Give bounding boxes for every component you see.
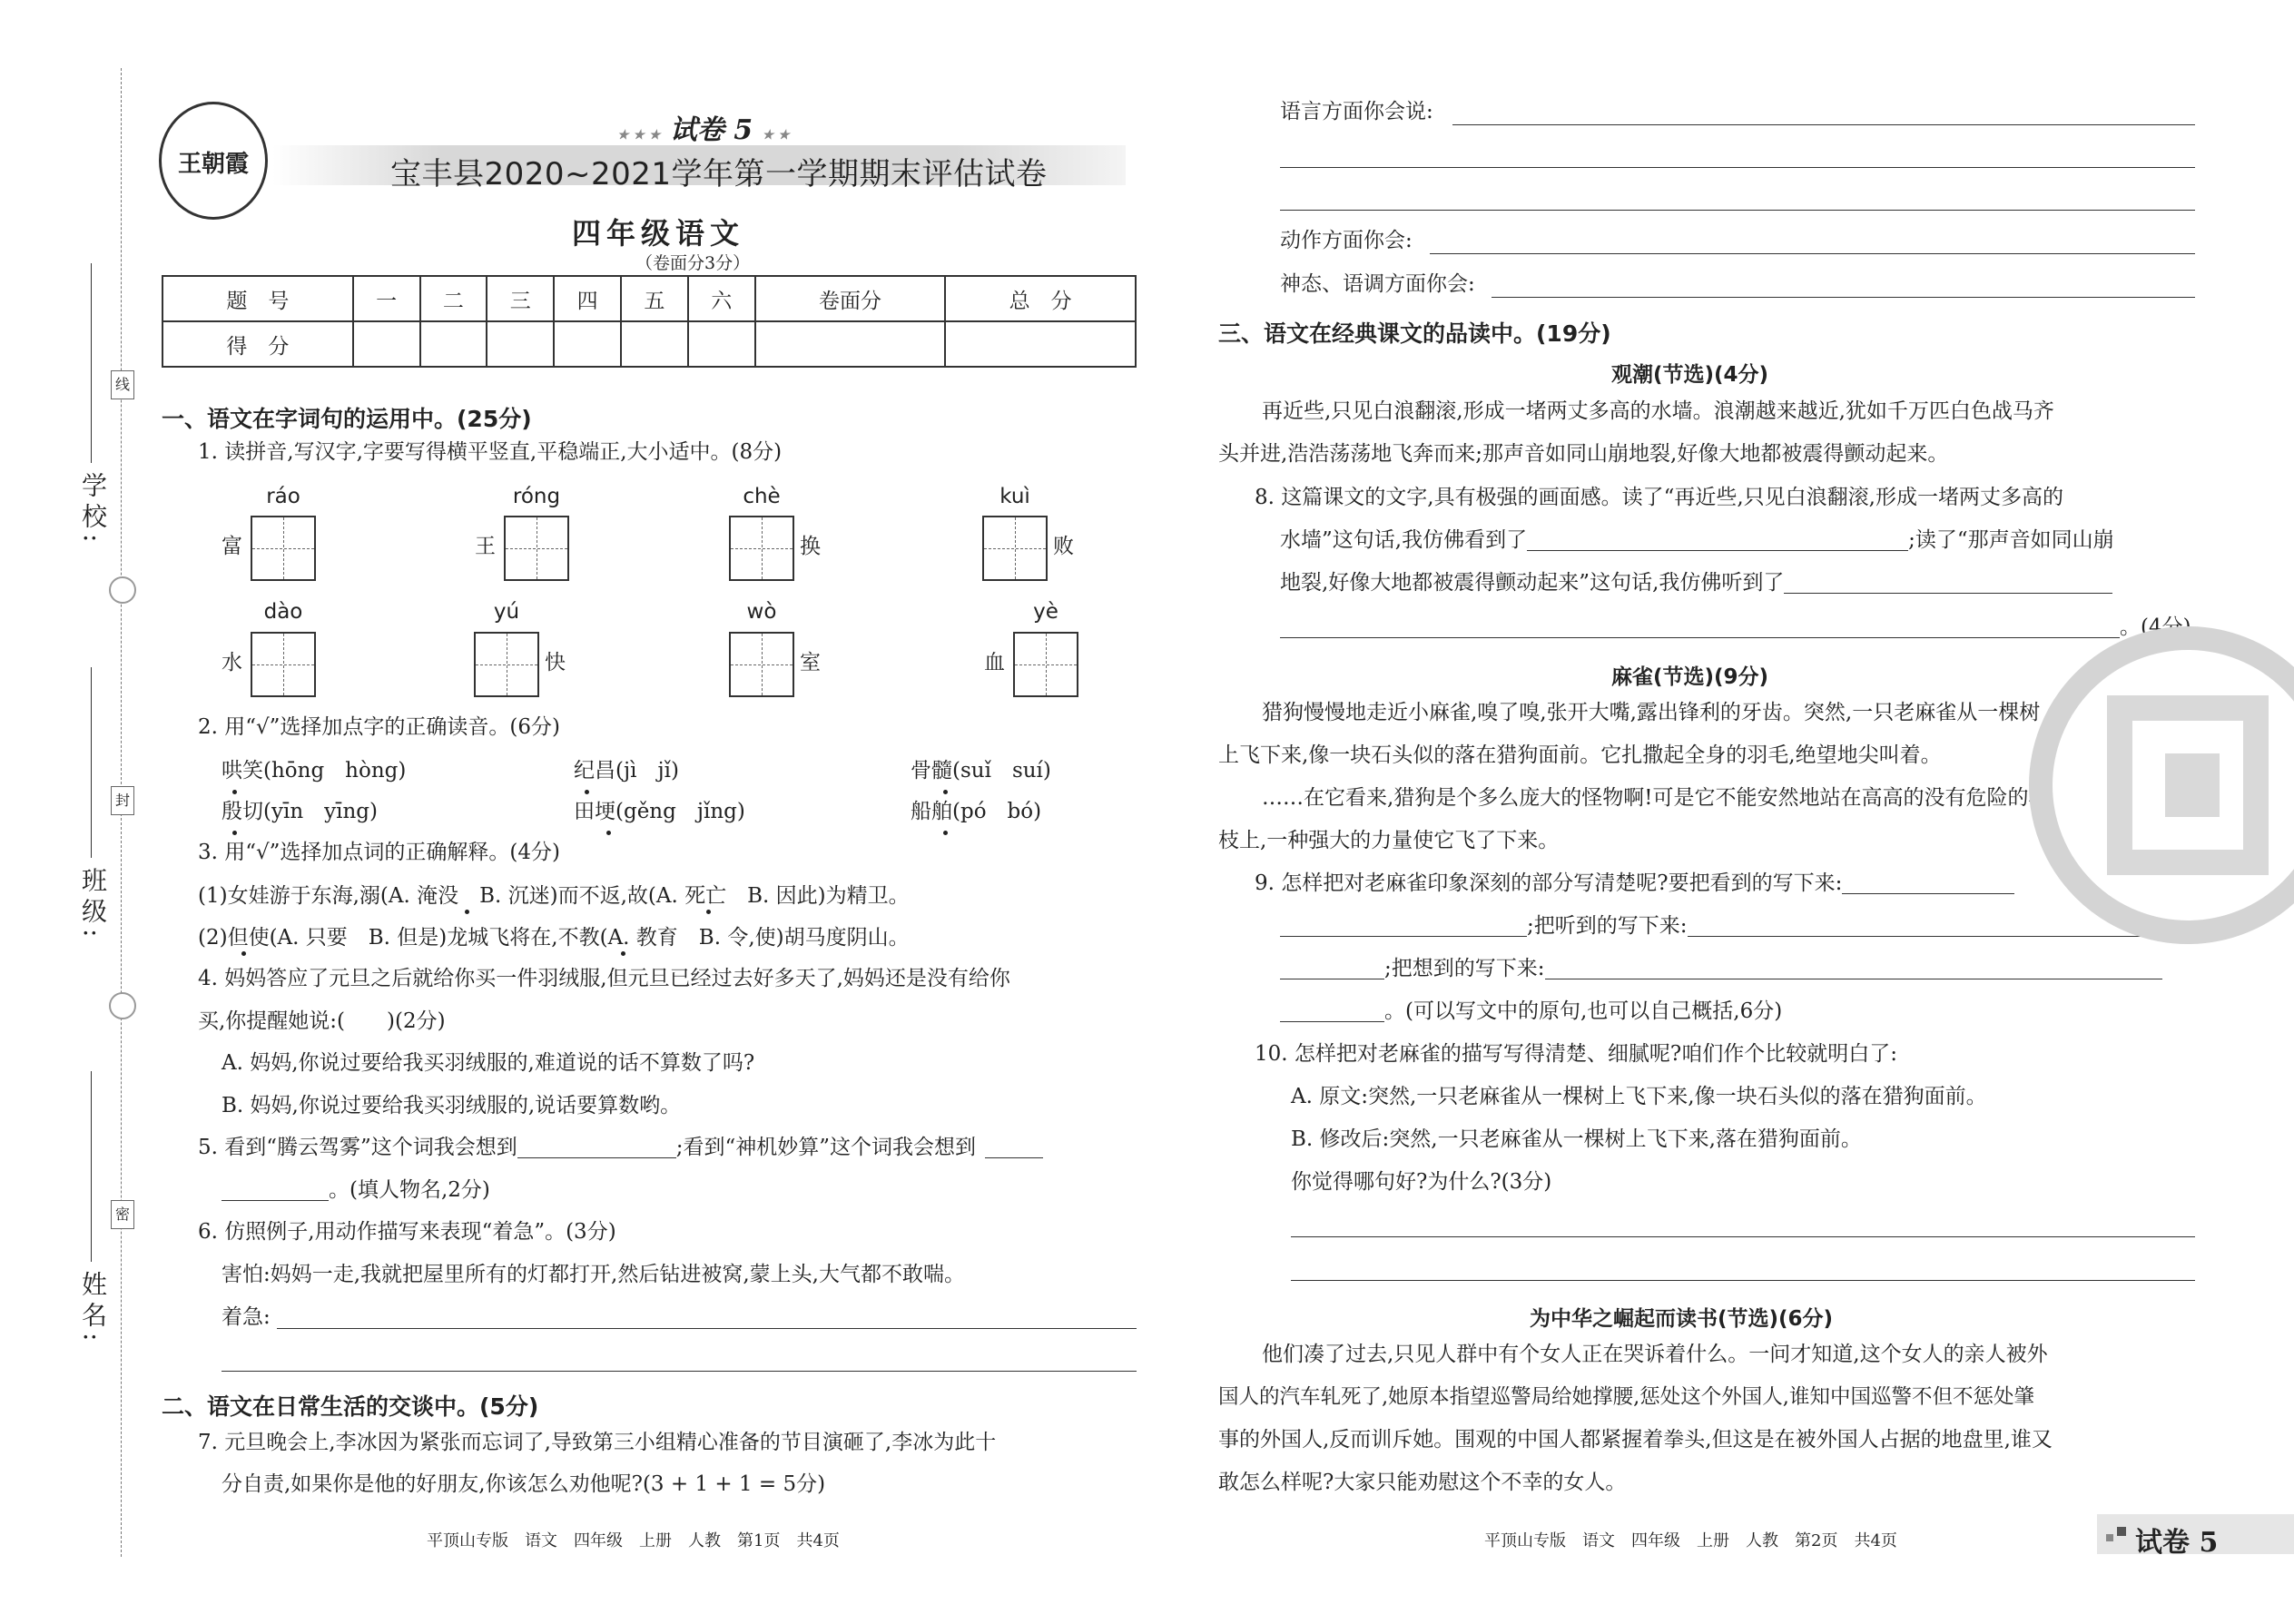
q9-line1 [1255,873,2014,894]
q3-line1: (1)女娃游于东海,溺(A. 淹没 B. 沉迷)而不返,故(A. 死亡 B. 因此)为精卫。 [198,884,910,908]
passage3-line: 敢怎么样呢?大家只能劝慰这个不幸的女人。 [1218,1471,1627,1494]
subject-title: 四年级语文 [572,216,745,251]
score-header-cell: 一 [353,276,420,321]
q9-line3 [1280,959,2162,979]
q10-option-b: B. 修改后:突然,一只老麻雀从一棵树上飞下来,落在猎狗面前。 [1291,1127,1862,1151]
school-label: 学校: [78,472,108,548]
emphasis-dot [585,790,589,794]
emphasis-dot [706,910,711,914]
q1-stem: 1. 读拼音,写汉字,字要写得横平竖直,平稳端正,大小适中。(8分) [198,440,783,464]
square-icon [2106,1534,2113,1541]
answer-blank[interactable] [1280,916,1527,937]
char-before: 水 [222,651,242,674]
answer-blank[interactable] [1545,959,2162,979]
emphasis-dot [232,790,237,794]
emphasis-dot [621,951,625,956]
flower-icon [109,992,136,1019]
q2-option[interactable]: 船舶(pó bó) [911,800,1042,823]
q8-part-b: ;读了“那声音如同山崩 [1908,528,2114,552]
writing-grid[interactable] [982,516,1048,581]
writing-grid[interactable] [474,632,539,697]
score-cell[interactable] [621,321,688,367]
pinyin-label: yè [1033,600,1058,624]
q8-line3 [1280,573,2112,594]
answer-line[interactable] [1291,1280,2195,1281]
char-after: 室 [800,651,821,674]
q10-ask: 你觉得哪句好?为什么?(3分) [1291,1170,1552,1194]
q10-stem: 10. 怎样把对老麻雀的描写写得清楚、细腻呢?咱们作个比较就明白了: [1255,1042,1897,1066]
q8-line1: 8. 这篇课文的文字,具有极强的画面感。读了“再近些,只见白浪翻滚,形成一堵两丈多高的 [1255,486,2063,509]
q9-part4: 。(可以写文中的原句,也可以自己概括,6分) [1384,999,1783,1023]
pinyin-label: dào [263,600,303,624]
q5-part3: 。(填人物名,2分) [329,1178,490,1202]
q4-line1: 4. 妈妈答应了元旦之后就给你买一件羽绒服,但元旦已经过去好多天了,妈妈还是没有给你 [198,967,1010,990]
answer-line[interactable] [1280,210,2195,211]
passage1-title: 观潮(节选)(4分) [1611,363,1769,387]
star-icon: ★ ★ ★ [617,128,661,143]
char-before: 血 [984,651,1005,674]
passage1-line: 头并进,浩浩荡荡地飞奔而来;那声音如同山崩地裂,好像大地都被震得颤动起来。 [1218,442,1949,466]
emphasis-dot [606,831,611,835]
writing-grid[interactable] [251,516,316,581]
answer-blank[interactable] [517,1137,676,1158]
name-field[interactable] [91,1071,92,1262]
q3-stem: 3. 用“√”选择加点词的正确解释。(4分) [198,841,561,864]
passage2-title: 麻雀(节选)(9分) [1611,665,1769,689]
class-field[interactable] [91,667,92,858]
q8-part-c: 地裂,好像大地都被震得颤动起来”这句话,我仿佛听到了 [1280,571,1785,595]
q8-end: 。(4分) [2120,615,2191,639]
score-header-cell: 四 [554,276,621,321]
q9-part1: 9. 怎样把对老麻雀印象深刻的部分写清楚呢?要把看到的写下来: [1255,871,1843,895]
answer-blank[interactable] [1280,959,1384,979]
answer-blank[interactable] [1527,530,1908,551]
neatness-note: （卷面分3分） [635,253,751,273]
seal-mark-seal: 封 [111,786,134,815]
answer-line[interactable] [1280,637,2120,638]
passage2-line: 枝上,一种强大的力量使它飞了下来。 [1218,829,1560,852]
q6-label: 着急: [222,1305,271,1329]
char-before: 富 [222,535,242,558]
writing-grid[interactable] [251,632,316,697]
page-footer-right: 平顶山专版 语文 四年级 上册 人教 第2页 共4页 [1484,1531,1897,1550]
score-header-cell: 题 号 [162,276,353,321]
q8-part-a: 水墙”这句话,我仿佛看到了 [1280,528,1528,552]
q4-option-a[interactable]: A. 妈妈,你说过要给我买羽绒服的,难道说的话不算数了吗? [222,1051,755,1075]
passage2-line: 上飞下来,像一块石头似的落在猎狗面前。它扎撒起全身的羽毛,绝望地尖叫着。 [1218,743,1942,767]
score-header-cell: 总 分 [945,276,1136,321]
pinyin-label: kuì [999,485,1030,508]
q5-line2 [222,1180,490,1201]
pinyin-label: ráo [266,485,300,508]
pinyin-label: chè [743,485,781,508]
answer-blank[interactable] [1280,1001,1384,1022]
emphasis-dot [943,831,948,835]
square-icon [2117,1527,2126,1536]
exam-title: 宝丰县2020~2021学年第一学期期末评估试卷 [390,156,1048,192]
char-after: 败 [1053,535,1074,558]
score-cell[interactable] [554,321,621,367]
score-header-cell: 六 [688,276,755,321]
score-cell[interactable] [688,321,755,367]
q2-option[interactable]: 殷切(yīn yīng) [222,800,378,823]
q7-line1: 7. 元旦晚会上,李冰因为紧张而忘词了,导致第三小组精心准备的节目演砸了,李冰为此十 [198,1431,997,1454]
secret-seal-watermark [2020,626,2294,944]
q2-option[interactable]: 哄笑(hōng hòng) [222,759,407,782]
score-header-cell: 五 [621,276,688,321]
q2-option[interactable]: 田埂(gěng jǐng) [574,800,745,823]
page-footer-left: 平顶山专版 语文 四年级 上册 人教 第1页 共4页 [427,1531,840,1550]
pinyin-label: róng [512,485,561,508]
score-cell[interactable] [487,321,554,367]
emphasis-dot [241,951,246,956]
action-label: 动作方面你会: [1280,229,1413,252]
section2-title: 二、语文在日常生活的交谈中。(5分) [162,1393,539,1420]
score-cell[interactable] [353,321,420,367]
seal-mark-line: 线 [111,370,134,399]
q8-line2 [1280,530,2114,551]
answer-line[interactable] [1492,297,2195,298]
writing-grid[interactable] [729,516,794,581]
paper-badge [617,107,790,147]
char-after: 换 [800,535,821,558]
score-header-cell: 三 [487,276,554,321]
q5-line [198,1137,1043,1158]
score-header-cell: 二 [420,276,487,321]
q6-stem: 6. 仿照例子,用动作描写来表现“着急”。(3分) [198,1220,616,1244]
q7-line2: 分自责,如果你是他的好朋友,你该怎么劝他呢?(3 + 1 + 1 = 5分) [222,1472,826,1496]
section1-title: 一、语文在字词句的运用中。(25分) [162,406,532,432]
q10-option-a: A. 原文:突然,一只老麻雀从一棵树上飞下来,像一块石头似的落在猎狗面前。 [1291,1085,1987,1108]
char-after: 快 [545,651,566,674]
passage2-line: ……在它看来,猎狗是个多么庞大的怪物啊!可是它不能安然地站在高高的没有危险的树 [1262,786,2050,810]
name-label: 姓名: [78,1271,108,1347]
q9-part3: ;把想到的写下来: [1384,957,1545,980]
star-icon: ★ ★ [762,128,790,143]
q5-part2: ;看到“神机妙算”这个词我会想到 [675,1136,977,1159]
q2-stem: 2. 用“√”选择加点字的正确读音。(6分) [198,715,561,739]
paper-badge-label: 试卷 5 [669,114,753,146]
badge-label: 试卷 5 [2135,1527,2219,1559]
flower-icon [109,576,136,604]
logo [159,102,268,220]
answer-line[interactable] [1280,167,2195,168]
answer-blank[interactable] [1784,573,2112,594]
answer-line[interactable] [1291,1236,2195,1237]
school-field[interactable] [91,263,92,463]
answer-blank[interactable] [1842,873,2014,894]
passage3-line: 他们凑了过去,只见人群中有个女人正在哭诉着什么。一问才知道,这个女人的亲人被外 [1262,1343,2048,1366]
logo-text: 王朝霞 [177,151,249,178]
q9-part2: ;把听到的写下来: [1527,914,1688,938]
passage3-line: 国人的汽车轧死了,她原本指望巡警局给她撑腰,惩处这个外国人,谁知中国巡警不但不惩处肇 [1218,1385,2034,1409]
q2-option[interactable]: 纪昌(jì jǐ) [574,759,679,782]
answer-line[interactable] [222,1371,1137,1372]
char-before: 王 [475,535,496,558]
paper-badge-bottom [2097,1514,2294,1559]
q2-option[interactable]: 骨髓(suǐ suí) [911,759,1051,782]
writing-grid[interactable] [504,516,569,581]
answer-blank[interactable] [222,1180,329,1201]
passage2-line: 猎狗慢慢地走近小麻雀,嗅了嗅,张开大嘴,露出锋利的牙齿。突然,一只老麻雀从一棵树 [1262,701,2041,724]
manner-label: 神态、语调方面你会: [1280,272,1475,296]
answer-line[interactable] [1452,124,2195,125]
emphasis-dot [232,831,237,835]
language-label: 语言方面你会说: [1280,100,1433,123]
q5-part1: 5. 看到“腾云驾雾”这个词我会想到 [198,1136,517,1159]
passage3-title: 为中华之崛起而读书(节选)(6分) [1530,1307,1834,1331]
answer-line[interactable] [277,1328,1137,1329]
emphasis-dot [465,910,469,914]
score-cell[interactable] [755,321,946,367]
class-label: 班级: [78,867,108,943]
score-row-label: 得 分 [162,321,353,367]
score-table [162,275,1137,368]
writing-grid[interactable] [729,632,794,697]
emphasis-dot [943,790,948,794]
score-header-cell: 卷面分 [755,276,946,321]
seal-mark-secret: 密 [111,1200,134,1229]
answer-blank[interactable] [985,1137,1043,1158]
q9-line4 [1280,1001,1782,1022]
answer-line[interactable] [1430,253,2195,254]
pinyin-label: wò [746,600,777,624]
passage1-line: 再近些,只见白浪翻滚,形成一堵两丈多高的水墙。浪潮越来越近,犹如千万匹白色战马齐 [1262,399,2054,423]
section3-title: 三、语文在经典课文的品读中。(19分) [1218,320,1611,347]
score-cell[interactable] [420,321,487,367]
q4-option-b[interactable]: B. 妈妈,你说过要给我买羽绒服的,说话要算数哟。 [222,1094,682,1117]
q3-line2: (2)但使(A. 只要 B. 但是)龙城飞将在,不教(A. 教育 B. 令,使)胡马度阴山。 [198,926,910,950]
pinyin-label: yú [493,600,520,624]
score-cell[interactable] [945,321,1136,367]
q4-line2: 买,你提醒她说:( )(2分) [198,1009,446,1033]
passage3-line: 事的外国人,反而训斥她。围观的中国人都紧握着拳头,但这是在被外国人占据的地盘里,谁又 [1218,1428,2053,1452]
writing-grid[interactable] [1013,632,1078,697]
q6-example: 害怕:妈妈一走,我就把屋里所有的灯都打开,然后钻进被窝,蒙上头,大气都不敢喘。 [222,1263,965,1286]
